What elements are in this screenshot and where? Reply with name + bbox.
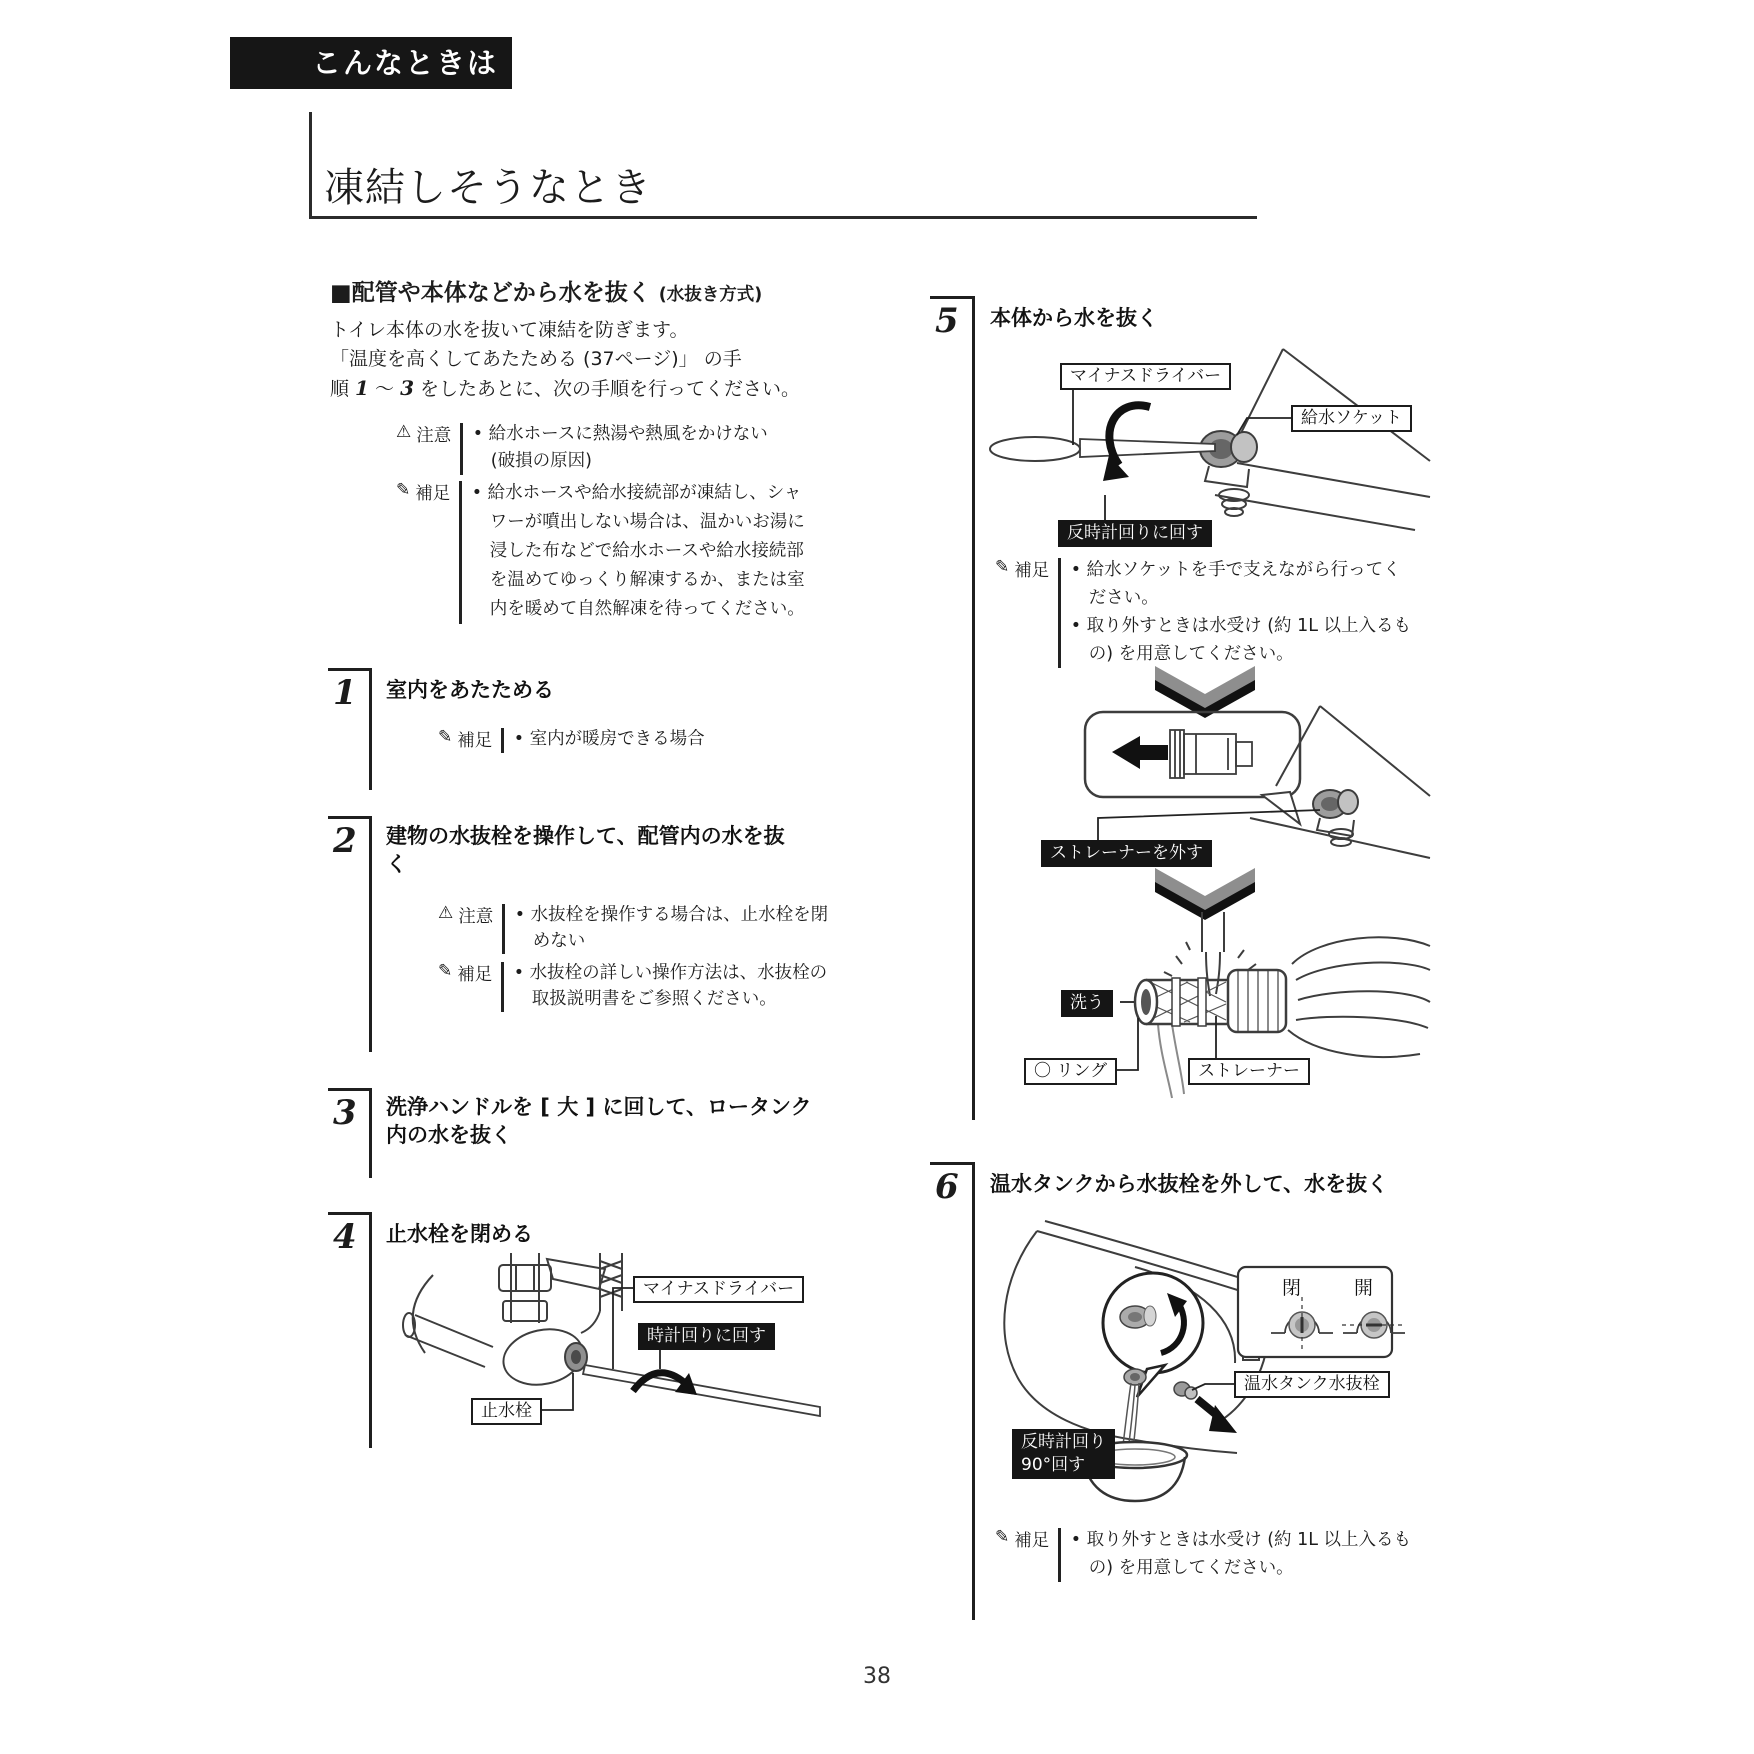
caution-label: ⚠ 注意 bbox=[396, 422, 452, 446]
section-heading-main: ■配管や本体などから水を抜く bbox=[330, 280, 651, 306]
step6-open-label: 開 bbox=[1354, 1277, 1374, 1299]
step1-note: ✎ 補足 • 室内が暖房できる場合 bbox=[438, 727, 705, 751]
pencil-icon: ✎ bbox=[995, 557, 1010, 577]
step5-wash-label: 洗う bbox=[1061, 990, 1113, 1017]
step5-oring-label: 〇 リング bbox=[1024, 1058, 1117, 1085]
section-banner: こんなときは bbox=[230, 37, 512, 89]
step-range-end: 3 bbox=[400, 376, 414, 400]
note-label: ✎ 補足 bbox=[396, 480, 451, 504]
intro-caution-note bbox=[396, 421, 768, 475]
step5-turn-label: 反時計回りに回す bbox=[1058, 520, 1212, 547]
counterclockwise-arrow bbox=[1109, 405, 1150, 465]
step1-title: 室内をあたためる bbox=[386, 678, 554, 702]
section-heading-sub: (水抜き方式) bbox=[658, 285, 763, 305]
note-divider bbox=[460, 423, 463, 475]
step2-note: ✎ 補足 • 水抜栓の詳しい操作方法は、水抜栓の 取扱説明書をご参照ください。 bbox=[438, 960, 827, 1012]
title-underline bbox=[309, 216, 1257, 219]
warning-icon: ⚠ bbox=[438, 903, 454, 923]
step5-remove-strainer-label: ストレーナーを外す bbox=[1041, 840, 1212, 867]
step3-number: 3 bbox=[333, 1093, 357, 1133]
step2-number: 2 bbox=[333, 821, 357, 861]
step5-note: ✎ 補足 • 給水ソケットを手で支えながら行ってく ださい。 • 取り外すときは水受け (約 1L 以上入るも の) を用意してください。 bbox=[995, 556, 1411, 668]
pencil-icon: ✎ bbox=[438, 961, 453, 981]
title-left-rule bbox=[309, 112, 312, 218]
step4-valve-label: 止水栓 bbox=[471, 1398, 542, 1425]
step4-driver-label: マイナスドライバー bbox=[633, 1276, 804, 1303]
step6-closed-label: 閉 bbox=[1282, 1277, 1302, 1299]
pencil-icon: ✎ bbox=[995, 1527, 1010, 1547]
step6-title: 温水タンクから水抜栓を外して、水を抜く bbox=[990, 1172, 1389, 1196]
step5-number: 5 bbox=[935, 301, 959, 341]
note-divider bbox=[459, 481, 462, 624]
pencil-icon: ✎ bbox=[438, 727, 453, 747]
step1-number: 1 bbox=[333, 673, 357, 713]
step6-turn-label: 反時計回り 90°回す bbox=[1012, 1429, 1115, 1479]
step4-title: 止水栓を閉める bbox=[386, 1222, 533, 1246]
section-heading bbox=[330, 274, 762, 307]
step4-number-box bbox=[328, 1212, 372, 1448]
step5-number-box bbox=[930, 296, 975, 1120]
step2-number-box bbox=[328, 816, 372, 1052]
step6-note: ✎ 補足 • 取り外すときは水受け (約 1L 以上入るも の) を用意してください。 bbox=[995, 1526, 1411, 1582]
page-number: 38 bbox=[863, 1664, 891, 1689]
intro-line1: トイレ本体の水を抜いて凍結を防ぎます。 bbox=[330, 319, 689, 341]
step6-number-box bbox=[930, 1162, 975, 1620]
note-text: • 給水ホースや給水接続部が凍結し、シャ ワーが噴出しない場合は、温かいお湯に 浸した布などで給水ホースや給水接続部 を温めてゆっくり解凍するか、または室 内を暖めて自然解凍を待ってください。 bbox=[471, 483, 805, 619]
step4-number: 4 bbox=[333, 1217, 357, 1257]
step5-strainer-label: ストレーナー bbox=[1188, 1058, 1310, 1085]
caution-text: • 給水ホースに熱湯や熱風をかけない (破損の原因) bbox=[472, 424, 768, 471]
step3-title: 洗浄ハンドルを [ 大 ] に回して、ロータンク 内の水を抜く bbox=[386, 1095, 812, 1147]
left-arrow-icon bbox=[1112, 736, 1168, 769]
intro-line3: 順 1 ～ 3 をしたあとに、次の手順を行ってください。 bbox=[330, 376, 801, 400]
step2-title: 建物の水抜栓を操作して、配管内の水を抜 く bbox=[386, 824, 785, 876]
intro-paragraph bbox=[330, 316, 800, 404]
step4-turn-label: 時計回りに回す bbox=[638, 1323, 775, 1350]
step-range-start: 1 bbox=[355, 376, 369, 400]
wash-strainer-illustration bbox=[1000, 912, 1430, 1130]
hand-outline bbox=[1288, 937, 1430, 1057]
step5-driver-label: マイナスドライバー bbox=[1060, 363, 1231, 390]
warning-icon: ⚠ bbox=[396, 422, 412, 442]
step6-drain-plug-label: 温水タンク水抜栓 bbox=[1234, 1371, 1390, 1398]
step3-number-box bbox=[328, 1088, 372, 1178]
pencil-icon: ✎ bbox=[396, 480, 411, 500]
step5-title: 本体から水を抜く bbox=[990, 306, 1158, 330]
step1-number-box bbox=[328, 668, 372, 790]
step5-socket-label: 給水ソケット bbox=[1291, 405, 1412, 432]
step6-number: 6 bbox=[935, 1167, 959, 1207]
page-title: 凍結しそうなとき bbox=[324, 165, 652, 211]
intro-supplement-note bbox=[396, 479, 805, 624]
intro-line2: 「温度を高くしてあたためる (37ページ)」 の手 bbox=[330, 348, 742, 370]
step2-caution-note: ⚠ 注意 • 水抜栓を操作する場合は、止水栓を閉 めない bbox=[438, 902, 828, 954]
